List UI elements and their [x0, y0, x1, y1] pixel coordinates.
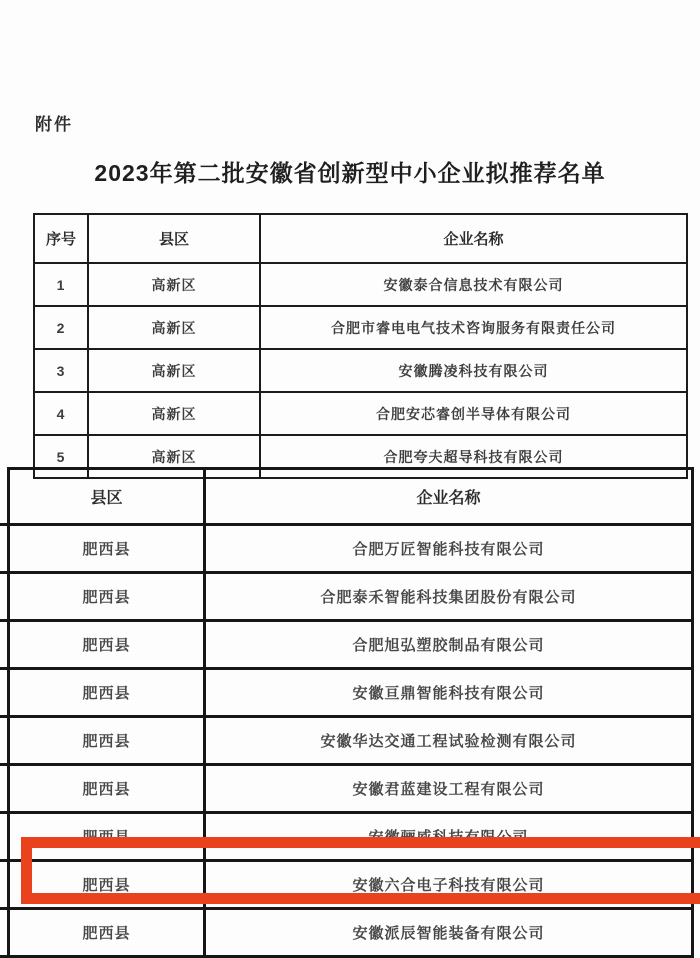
cropped-cell-sliver — [0, 621, 9, 669]
table-cell: 高新区 — [88, 435, 260, 478]
table-cell: 3 — [34, 349, 88, 392]
table-cell: 肥西县 — [9, 573, 205, 621]
table-cell: 合肥安芯睿创半导体有限公司 — [260, 392, 687, 435]
table-cell: 合肥旭弘塑胶制品有限公司 — [205, 621, 693, 669]
table-cell: 肥西县 — [9, 717, 205, 765]
cropped-cell-sliver — [0, 717, 9, 765]
document-title: 2023年第二批安徽省创新型中小企业拟推荐名单 — [94, 160, 606, 186]
cropped-cell-sliver — [0, 813, 9, 861]
table-cell: 肥西县 — [9, 525, 205, 573]
table-cell: 肥西县 — [9, 861, 205, 909]
table-body — [34, 263, 687, 478]
table-cell: 高新区 — [88, 392, 260, 435]
table-row — [0, 573, 693, 621]
table-cell: 合肥泰禾智能科技集团股份有限公司 — [205, 573, 693, 621]
table-cell: 安徽骊威科技有限公司 — [205, 813, 693, 861]
cropped-cell-sliver — [0, 573, 9, 621]
table-cell: 高新区 — [88, 306, 260, 349]
table-cell: 2 — [34, 306, 88, 349]
table-cell: 肥西县 — [9, 813, 205, 861]
table-cell: 安徽华达交通工程试验检测有限公司 — [205, 717, 693, 765]
highlight-box — [21, 837, 700, 904]
table-row — [0, 525, 693, 573]
table-cell: 肥西县 — [9, 765, 205, 813]
table-cell: 安徽派辰智能装备有限公司 — [205, 909, 693, 957]
table-cell: 高新区 — [88, 263, 260, 306]
table-cell: 肥西县 — [9, 669, 205, 717]
table-cell: 合肥万匠智能科技有限公司 — [205, 525, 693, 573]
table-cell: 安徽亘鼎智能科技有限公司 — [205, 669, 693, 717]
cropped-cell-sliver — [0, 469, 9, 525]
table-row — [34, 349, 687, 392]
table-gaoxin-list — [33, 213, 688, 479]
table-row — [0, 765, 693, 813]
table-cell: 高新区 — [88, 349, 260, 392]
table-row — [34, 263, 687, 306]
table-cell: 合肥市睿电电气技术咨询服务有限责任公司 — [260, 306, 687, 349]
cropped-cell-sliver — [0, 525, 9, 573]
table-header-row — [34, 214, 687, 263]
cropped-cell-sliver — [0, 861, 9, 909]
table-cell: 安徽腾凌科技有限公司 — [260, 349, 687, 392]
column-header-district: 县区 — [88, 214, 260, 263]
table-cell: 安徽君蓝建设工程有限公司 — [205, 765, 693, 813]
table-cell: 安徽六合电子科技有限公司 — [205, 861, 693, 909]
column-header-company: 企业名称 — [205, 469, 693, 525]
table-cell: 肥西县 — [9, 909, 205, 957]
cropped-cell-sliver — [0, 765, 9, 813]
table-row — [34, 392, 687, 435]
attachment-label: 附件 — [35, 115, 73, 134]
table-cell: 1 — [34, 263, 88, 306]
table-row — [0, 621, 693, 669]
table-cell: 4 — [34, 392, 88, 435]
table-row — [0, 717, 693, 765]
table-cell: 5 — [34, 435, 88, 478]
table-row — [0, 669, 693, 717]
table-row — [34, 306, 687, 349]
column-header-company: 企业名称 — [260, 214, 687, 263]
column-header-index: 序号 — [34, 214, 88, 263]
table-cell: 安徽泰合信息技术有限公司 — [260, 263, 687, 306]
table-cell: 合肥夸夫超导科技有限公司 — [260, 435, 687, 478]
table-cell: 肥西县 — [9, 621, 205, 669]
column-header-district: 县区 — [9, 469, 205, 525]
cropped-cell-sliver — [0, 669, 9, 717]
table-header-row — [0, 469, 693, 525]
